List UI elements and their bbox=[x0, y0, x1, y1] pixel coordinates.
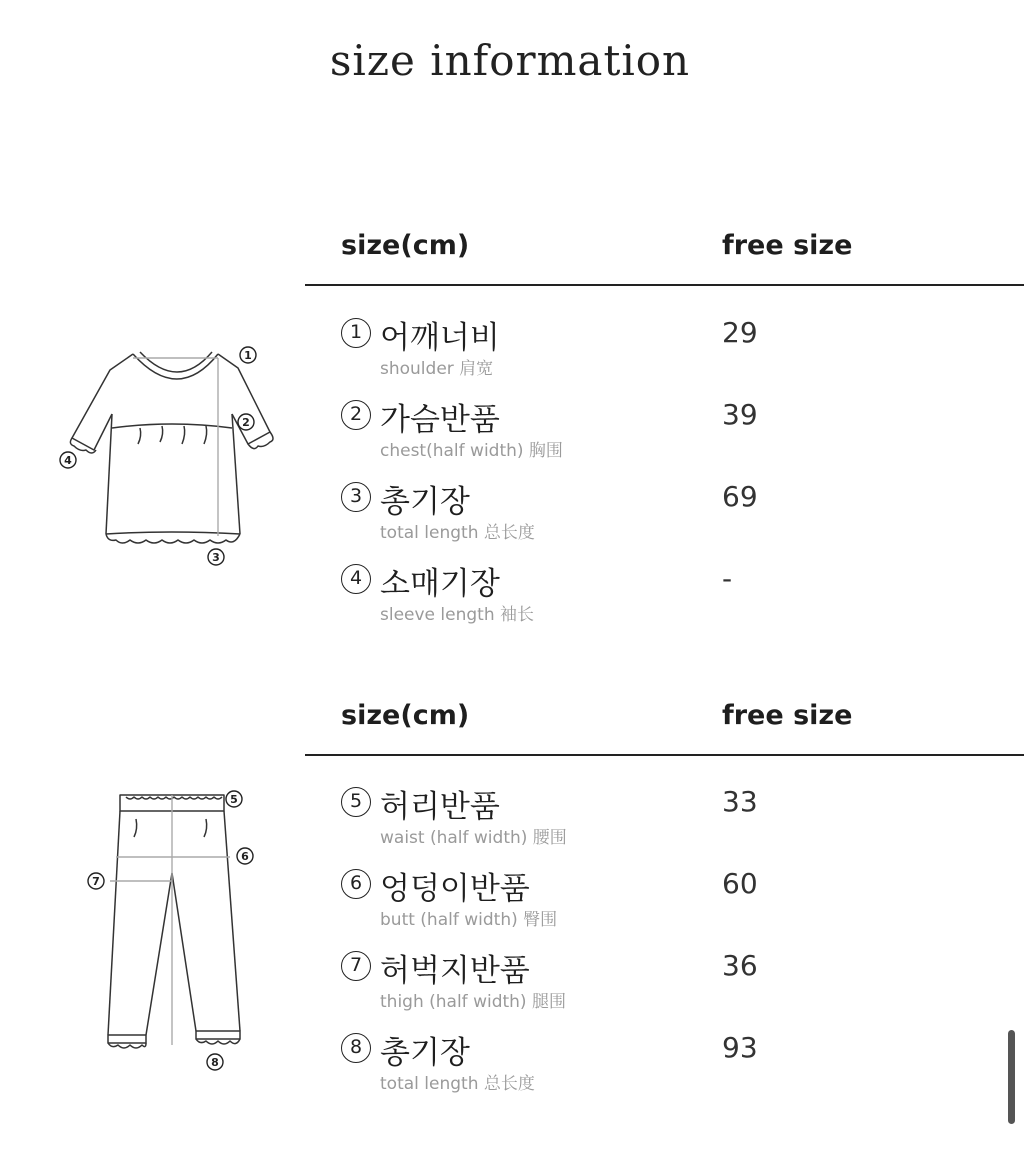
top-table-header bbox=[0, 230, 1024, 270]
measure-name: 소매기장 bbox=[380, 566, 500, 602]
marker-6: 6 bbox=[241, 850, 249, 863]
row-number-badge: 6 bbox=[341, 869, 371, 899]
measure-name: 총기장 bbox=[380, 484, 470, 520]
measure-name: 총기장 bbox=[380, 1035, 470, 1071]
measure-subtitle: chest(half width) 胸围 bbox=[380, 441, 563, 461]
free-size-header: free size bbox=[722, 700, 853, 731]
free-size-header: free size bbox=[722, 230, 853, 261]
row-number-badge: 1 bbox=[341, 318, 371, 348]
size-header: size(cm) bbox=[341, 700, 470, 731]
page-title: size information bbox=[329, 36, 691, 85]
row-number-badge: 7 bbox=[341, 951, 371, 981]
row-number-badge: 4 bbox=[341, 564, 371, 594]
measure-subtitle: total length 总长度 bbox=[380, 1074, 535, 1094]
size-header: size(cm) bbox=[341, 230, 470, 261]
top-table-divider bbox=[305, 284, 1024, 286]
measure-value: 93 bbox=[722, 1031, 758, 1064]
measure-subtitle: waist (half width) 腰围 bbox=[380, 828, 567, 848]
marker-3: 3 bbox=[212, 551, 220, 564]
measure-name: 가슴반품 bbox=[380, 402, 500, 438]
measure-name: 허벅지반품 bbox=[380, 953, 530, 989]
marker-2: 2 bbox=[242, 416, 250, 429]
measure-value: 33 bbox=[722, 785, 758, 818]
measure-value: - bbox=[722, 562, 733, 595]
top-garment-illustration bbox=[50, 340, 280, 575]
measure-subtitle: total length 总长度 bbox=[380, 523, 535, 543]
row-number-badge: 2 bbox=[341, 400, 371, 430]
scrollbar[interactable] bbox=[1008, 1030, 1015, 1124]
measure-name: 어깨너비 bbox=[380, 320, 500, 356]
row-number-badge: 8 bbox=[341, 1033, 371, 1063]
measure-value: 36 bbox=[722, 949, 758, 982]
measure-value: 60 bbox=[722, 867, 758, 900]
measure-subtitle: butt (half width) 臀围 bbox=[380, 910, 558, 930]
pants-illustration bbox=[80, 785, 270, 1075]
row-number-badge: 5 bbox=[341, 787, 371, 817]
row-number-badge: 3 bbox=[341, 482, 371, 512]
marker-1: 1 bbox=[244, 349, 252, 362]
measure-value: 39 bbox=[722, 398, 758, 431]
measure-name: 엉덩이반품 bbox=[380, 871, 530, 907]
marker-8: 8 bbox=[211, 1056, 219, 1069]
measure-subtitle: thigh (half width) 腿围 bbox=[380, 992, 566, 1012]
measure-subtitle: sleeve length 袖长 bbox=[380, 605, 535, 625]
marker-5: 5 bbox=[230, 793, 238, 806]
bottom-table-divider bbox=[305, 754, 1024, 756]
measure-subtitle: shoulder 肩宽 bbox=[380, 359, 494, 379]
measure-value: 69 bbox=[722, 480, 758, 513]
measure-name: 허리반품 bbox=[380, 789, 500, 825]
bottom-table-header bbox=[0, 700, 1024, 740]
marker-4: 4 bbox=[64, 454, 72, 467]
marker-7: 7 bbox=[92, 875, 100, 888]
measure-value: 29 bbox=[722, 316, 758, 349]
